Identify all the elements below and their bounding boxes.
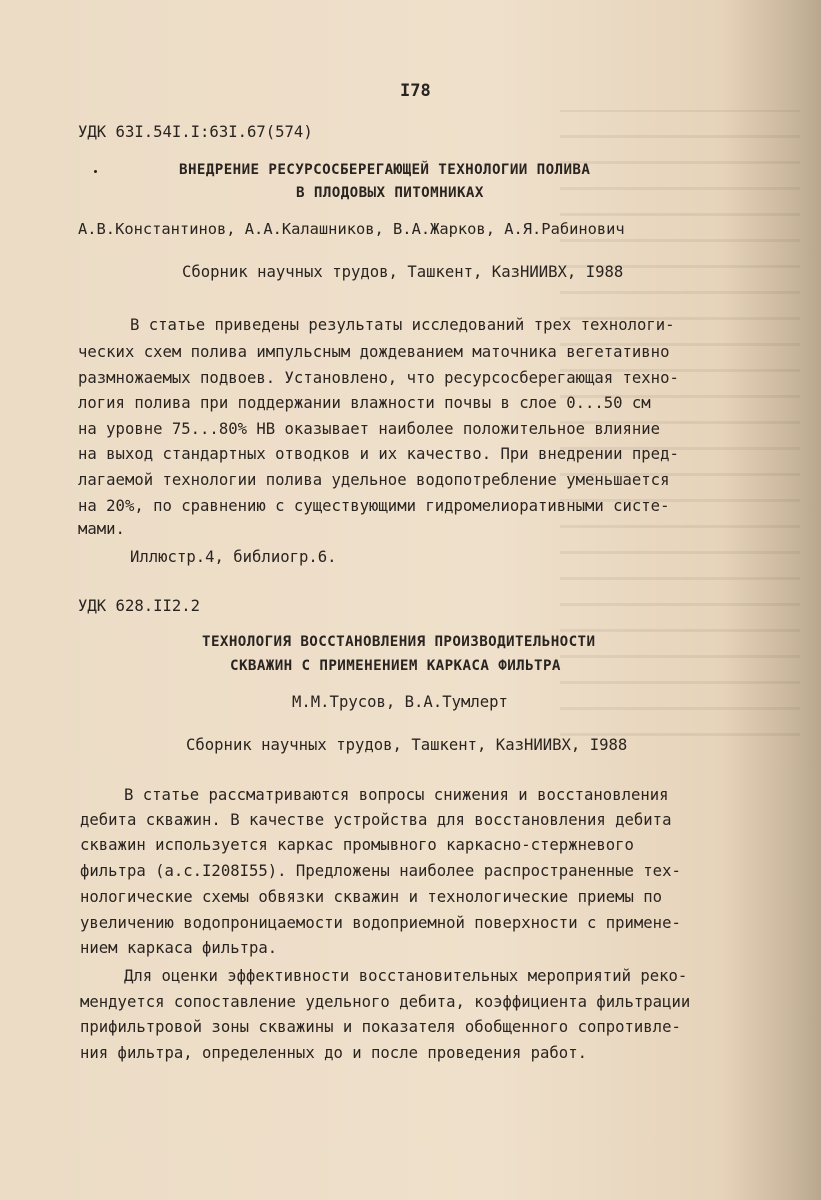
article-1-abstract-line: на 20%, по сравнению с существующими гидромелиоративными систе- bbox=[78, 497, 670, 515]
article-2-title-line-2: СКВАЖИН С ПРИМЕНЕНИЕМ КАРКАСА ФИЛЬТРА bbox=[230, 658, 561, 674]
page-number: I78 bbox=[400, 81, 431, 101]
article-2-udk: УДК 628.II2.2 bbox=[78, 597, 201, 615]
article-2-abstract-line: нием каркаса фильтра. bbox=[80, 939, 278, 957]
article-1-abstract-line: лагаемой технологии полива удельное водопотребление уменьшается bbox=[78, 471, 670, 489]
article-1-abstract-line: размножаемых подвоев. Установлено, что ресурсосберегающая техно- bbox=[78, 369, 679, 387]
article-2-authors: М.М.Трусов, В.А.Тумлерт bbox=[292, 693, 508, 711]
article-1-abstract-line: на выход стандартных отводков и их качество. При внедрении пред- bbox=[78, 445, 679, 463]
article-2-abstract-line: дебита скважин. В качестве устройства для восстановления дебита bbox=[80, 811, 672, 829]
article-2-abstract-line: фильтра (а.с.I208I55). Предложены наиболее распространенные тех- bbox=[80, 862, 681, 880]
article-2-abstract2-line: мендуется сопоставление удельного дебита, коэффициента фильтрации bbox=[80, 993, 691, 1011]
article-1-udk: УДК 63I.54I.I:63I.67(574) bbox=[78, 123, 313, 141]
article-2-abstract-line: нологические схемы обвязки скважин и технологические приемы по bbox=[80, 888, 663, 906]
article-1-abstract-line: на уровне 75...80% НВ оказывает наиболее положительное влияние bbox=[78, 420, 661, 438]
article-2-abstract2-line: Для оценки эффективности восстановительных мероприятий реко- bbox=[124, 967, 688, 985]
article-1-abstract-line: мами. bbox=[78, 520, 125, 538]
article-2-abstract-line: увеличению водопроницаемости водоприемной поверхности с примене- bbox=[80, 914, 681, 932]
article-2-title-line-1: ТЕХНОЛОГИЯ ВОССТАНОВЛЕНИЯ ПРОИЗВОДИТЕЛЬНОСТИ bbox=[202, 634, 596, 650]
stray-mark bbox=[94, 170, 97, 173]
article-1-abstract-line: В статье приведены результаты исследований трех технологи- bbox=[130, 316, 675, 334]
article-1-abstract-line: ческих схем полива импульсным дождеванием маточника вегетативно bbox=[78, 343, 670, 361]
article-2-source: Сборник научных трудов, Ташкент, КазНИИВХ, I988 bbox=[186, 736, 628, 754]
article-2-abstract2-line: ния фильтра, определенных до и после проведения работ. bbox=[80, 1044, 587, 1062]
article-2-abstract2-line: прифильтровой зоны скважины и показателя обобщенного сопротивле- bbox=[80, 1018, 681, 1036]
article-1-abstract-line: логия полива при поддержании влажности почвы в слое 0...50 см bbox=[78, 394, 651, 412]
article-1-illustrations: Иллюстр.4, библиогр.6. bbox=[130, 548, 337, 566]
article-2-abstract-line: В статье рассматриваются вопросы снижения и восстановления bbox=[124, 786, 669, 804]
article-1-source: Сборник научных трудов, Ташкент, КазНИИВХ, I988 bbox=[182, 263, 624, 281]
article-2-abstract-line: скважин используется каркас промывного каркасно-стержневого bbox=[80, 836, 634, 854]
article-1-title-line-2: В ПЛОДОВЫХ ПИТОМНИКАХ bbox=[296, 185, 484, 201]
article-1-title-line-1: ВНЕДРЕНИЕ РЕСУРСОСБЕРЕГАЮЩЕЙ ТЕХНОЛОГИИ ПОЛИВА bbox=[179, 162, 591, 178]
article-1-authors: А.В.Константинов, А.А.Калашников, В.А.Жарков, А.Я.Рабинович bbox=[78, 220, 625, 238]
